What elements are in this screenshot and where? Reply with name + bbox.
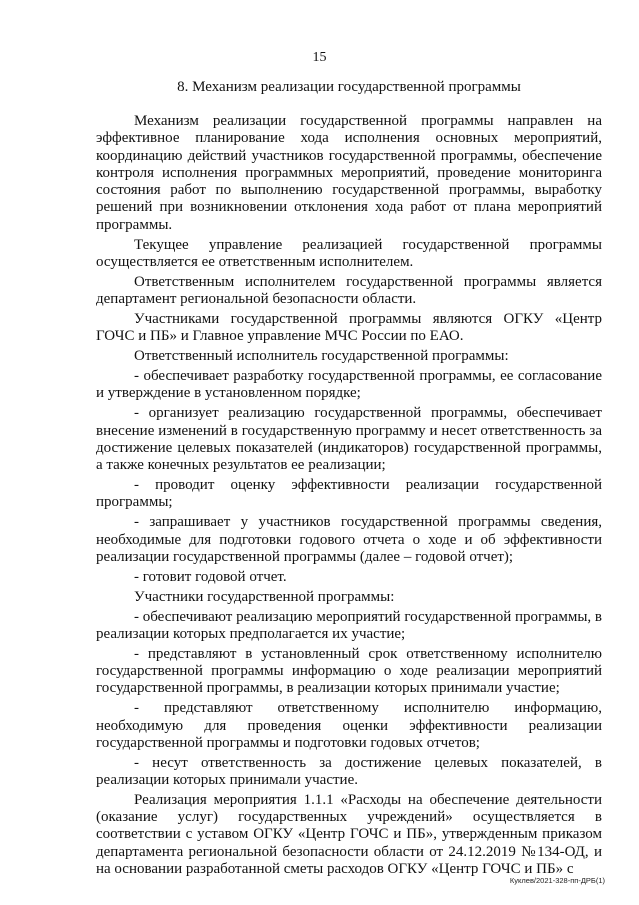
- list-item: - запрашивает у участников государственной программы сведения, необходимые для подготовки годового отчета о ходе и об эффективности реализации государственной программы (далее – годовой отчет);: [96, 514, 602, 565]
- paragraph: Текущее управление реализацией государственной программы осуществляется ее ответственным исполнителем.: [96, 236, 602, 270]
- document-footer: Куклев/2021-328-пп-ДРБ(1): [509, 876, 605, 885]
- list-item: - организует реализацию государственной программы, обеспечивает внесение изменений в государственную программу и несет ответственность за достижение целевых показателей (индикаторов) государственной программы, а также конечных результатов ее реализации;: [96, 405, 602, 474]
- paragraph: Участниками государственной программы являются ОГКУ «Центр ГОЧС и ПБ» и Главное управление МЧС России по ЕАО.: [96, 311, 602, 345]
- section-title: 8. Механизм реализации государственной программы: [177, 79, 521, 95]
- list-item: - несут ответственность за достижение целевых показателей, в реализации которых принимали участие.: [96, 754, 602, 788]
- paragraph: Ответственный исполнитель государственной программы:: [134, 348, 509, 365]
- paragraph: Ответственным исполнителем государственной программы является департамент региональной безопасности области.: [96, 273, 602, 308]
- document-body: [96, 113, 602, 881]
- list-item: - обеспечивает разработку государственной программы, ее согласование и утверждение в установленном порядке;: [96, 368, 602, 402]
- list-item: - обеспечивают реализацию мероприятий государственной программы, в реализации которых предполагается их участие;: [96, 608, 602, 642]
- paragraph: Реализация мероприятия 1.1.1 «Расходы на обеспечение деятельности (оказание услуг) государственных учреждений» осуществляется в соответствии с уставом ОГКУ «Центр ГОЧС и ПБ», утвержденным приказом департамента региональной безопасности области от 24.12.2019 №134-ОД, и на основании разработанной сметы расходов ОГКУ «Центр ГОЧС и ПБ» с: [96, 791, 602, 878]
- list-item: - готовит годовой отчет.: [134, 568, 287, 585]
- list-item: - проводит оценку эффективности реализации государственной программы;: [96, 477, 602, 511]
- paragraph: Механизм реализации государственной программы направлен на эффективное планирование хода исполнения основных мероприятий, координацию действий участников государственной программы, обеспечение контроля исполнения программных мероприятий, проведение мониторинга состояния работ по выполнению государственной программы, выработку решений при возникновении отклонения хода работ от плана мероприятий программы.: [96, 113, 602, 233]
- list-item: - представляют ответственному исполнителю информацию, необходимую для проведения оценки эффективности реализации государственной программы и подготовки годовых отчетов;: [96, 700, 602, 751]
- page-number: 15: [312, 50, 327, 65]
- paragraph: Участники государственной программы:: [134, 588, 395, 605]
- list-item: - представляют в установленный срок ответственному исполнителю государственной программы информацию о ходе реализации мероприятий государственной программы, в реализации которых принимали участие;: [96, 645, 602, 697]
